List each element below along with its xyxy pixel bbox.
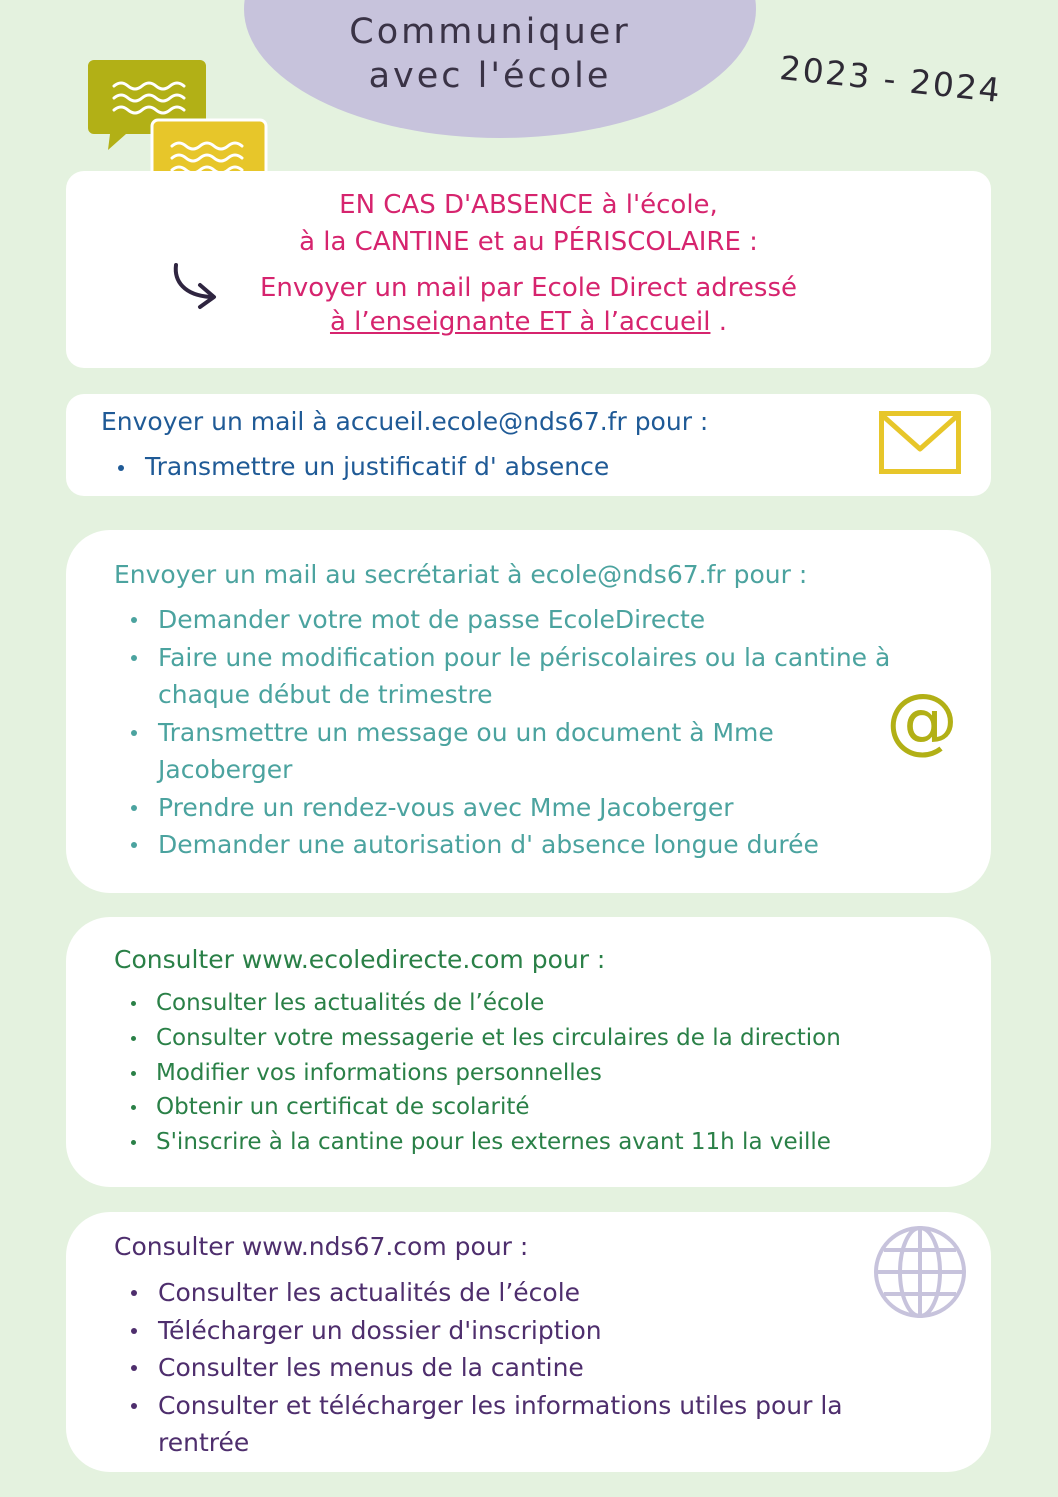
ecoledirecte-title: Consulter www.ecoledirecte.com pour : (114, 945, 606, 974)
absence-instruction-end: . (710, 307, 727, 337)
secretariat-card (66, 530, 991, 893)
list-item: Prendre un rendez-vous avec Mme Jacoberger (114, 789, 904, 827)
absence-instruction-line1: Envoyer un mail par Ecole Direct adressé (260, 273, 797, 303)
secretariat-list (114, 601, 904, 864)
list-item: Transmettre un justificatif d' absence (101, 450, 861, 484)
page-title-line1: Communiquer (349, 12, 631, 52)
list-item: Demander votre mot de passe EcoleDirecte (114, 601, 904, 639)
nds67-card (66, 1212, 991, 1472)
accueil-card (66, 394, 991, 496)
list-item: Consulter les menus de la cantine (114, 1349, 914, 1387)
school-year: 2023 - 2024 (777, 48, 1004, 111)
secretariat-title: Envoyer un mail au secrétariat à ecole@nds67.fr pour : (114, 560, 808, 589)
nds67-list (114, 1274, 914, 1462)
list-item: Consulter les actualités de l’école (114, 986, 974, 1021)
page-title (244, 10, 736, 98)
ecoledirecte-card (66, 917, 991, 1187)
list-item: Obtenir un certificat de scolarité (114, 1090, 974, 1125)
accueil-title: Envoyer un mail à accueil.ecole@nds67.fr pour : (101, 407, 709, 436)
list-item: Consulter les actualités de l’école (114, 1274, 914, 1312)
absence-card (66, 171, 991, 368)
absence-recipients: à l’enseignante ET à l’accueil (329, 307, 711, 337)
at-sign-icon: @ (886, 678, 958, 762)
nds67-title: Consulter www.nds67.com pour : (114, 1232, 529, 1261)
curved-arrow-icon (170, 261, 222, 315)
list-item: Demander une autorisation d' absence longue durée (114, 826, 904, 864)
page-title-line2: avec l'école (368, 56, 612, 96)
list-item: Consulter votre messagerie et les circulaires de la direction (114, 1021, 974, 1056)
list-item: Modifier vos informations personnelles (114, 1056, 974, 1091)
envelope-icon (879, 411, 961, 479)
list-item: Télécharger un dossier d'inscription (114, 1312, 914, 1350)
ecoledirecte-list (114, 986, 974, 1160)
absence-heading-line1: EN CAS D'ABSENCE à l'école, (339, 190, 718, 220)
list-item: Faire une modification pour le périscolaires ou la cantine à chaque début de trimestre (114, 639, 904, 714)
list-item: Consulter et télécharger les informations utiles pour la rentrée (114, 1387, 914, 1462)
absence-heading-line2: à la CANTINE et au PÉRISCOLAIRE : (299, 227, 758, 257)
absence-heading (66, 187, 991, 261)
list-item: S'inscrire à la cantine pour les externes avant 11h la veille (114, 1125, 974, 1160)
list-item: Transmettre un message ou un document à Mme Jacoberger (114, 714, 904, 789)
accueil-list (101, 450, 861, 484)
globe-icon (872, 1224, 968, 1324)
